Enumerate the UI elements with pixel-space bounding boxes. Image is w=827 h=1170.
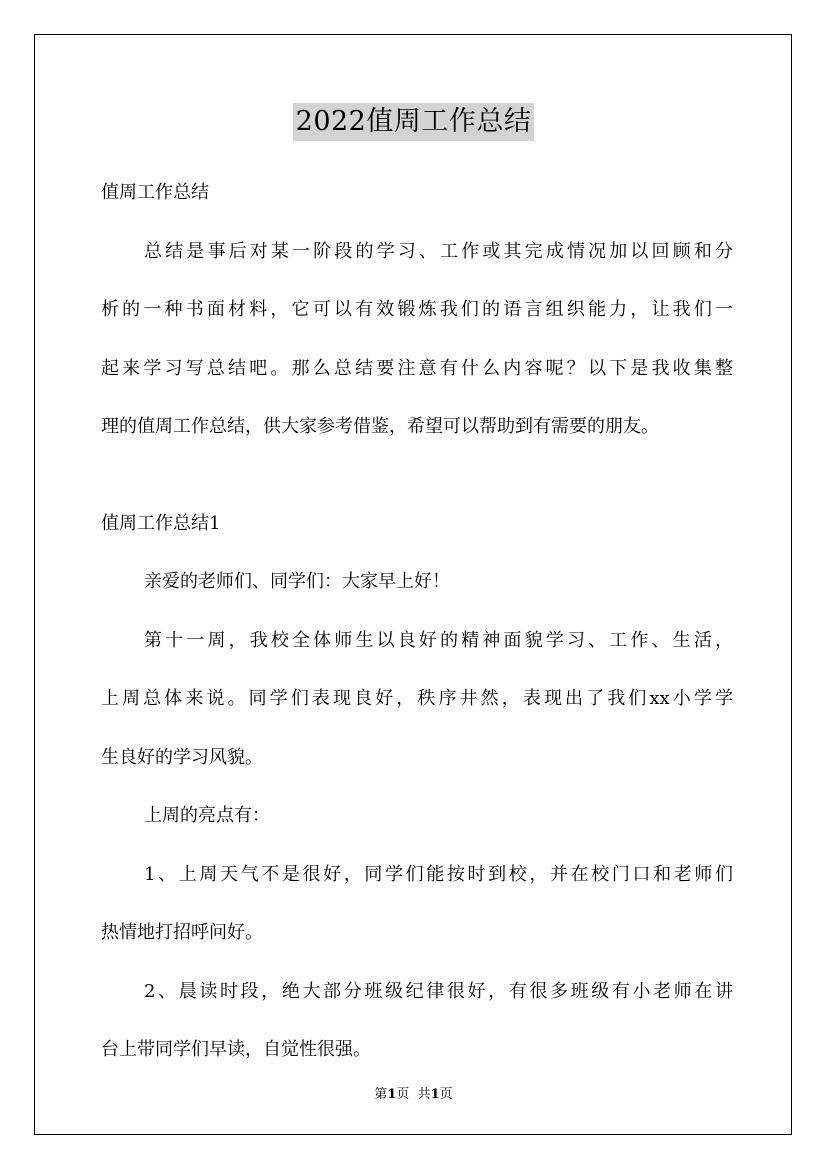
document-title: 2022值周工作总结 xyxy=(293,103,535,141)
title-wrap xyxy=(0,103,827,141)
paragraph-line: 上周总体来说。同学们表现良好，秩序井然，表现出了我们xx小学学 xyxy=(101,688,733,709)
paragraph-line: 第十一周，我校全体师生以良好的精神面貌学习、工作、生活， xyxy=(144,629,733,651)
document-body xyxy=(101,176,733,1092)
heading-line: 值周工作总结1 xyxy=(101,512,221,534)
paragraph-line: 起来学习写总结吧。那么总结要注意有什么内容呢？以下是我收集整 xyxy=(101,357,733,379)
footer-prefix: 第 xyxy=(374,1087,388,1102)
footer-total-pages: 1 xyxy=(430,1087,440,1102)
paragraph-line: 热情地打招呼问好。 xyxy=(101,922,263,943)
paragraph-line: 1、上周天气不是很好，同学们能按时到校，并在校门口和老师们 xyxy=(144,863,733,885)
paragraph-line: 上周的亮点有： xyxy=(144,805,270,826)
paragraph-line: 理的值周工作总结，供大家参考借鉴，希望可以帮助到有需要的朋友。 xyxy=(101,416,659,437)
paragraph-line: 生良好的学习风貌。 xyxy=(101,746,263,768)
paragraph-line: 析的一种书面材料，它可以有效锻炼我们的语言组织能力，让我们一 xyxy=(101,299,733,320)
paragraph-line: 2、晨读时段，绝大部分班级纪律很好，有很多班级有小老师在讲 xyxy=(144,980,733,1002)
footer-suffix: 页 xyxy=(439,1087,453,1102)
footer-middle: 页 共 xyxy=(396,1087,431,1102)
blank-line xyxy=(101,469,733,507)
footer-page-number: 1 xyxy=(387,1087,397,1102)
paragraph-line: 亲爱的老师们、同学们：大家早上好！ xyxy=(144,571,450,592)
page-footer xyxy=(0,1083,827,1102)
heading-line: 值周工作总结 xyxy=(101,182,209,203)
paragraph-line: 台上带同学们早读，自觉性很强。 xyxy=(101,1039,371,1060)
paragraph-line: 总结是事后对某一阶段的学习、工作或其完成情况加以回顾和分 xyxy=(144,240,733,262)
